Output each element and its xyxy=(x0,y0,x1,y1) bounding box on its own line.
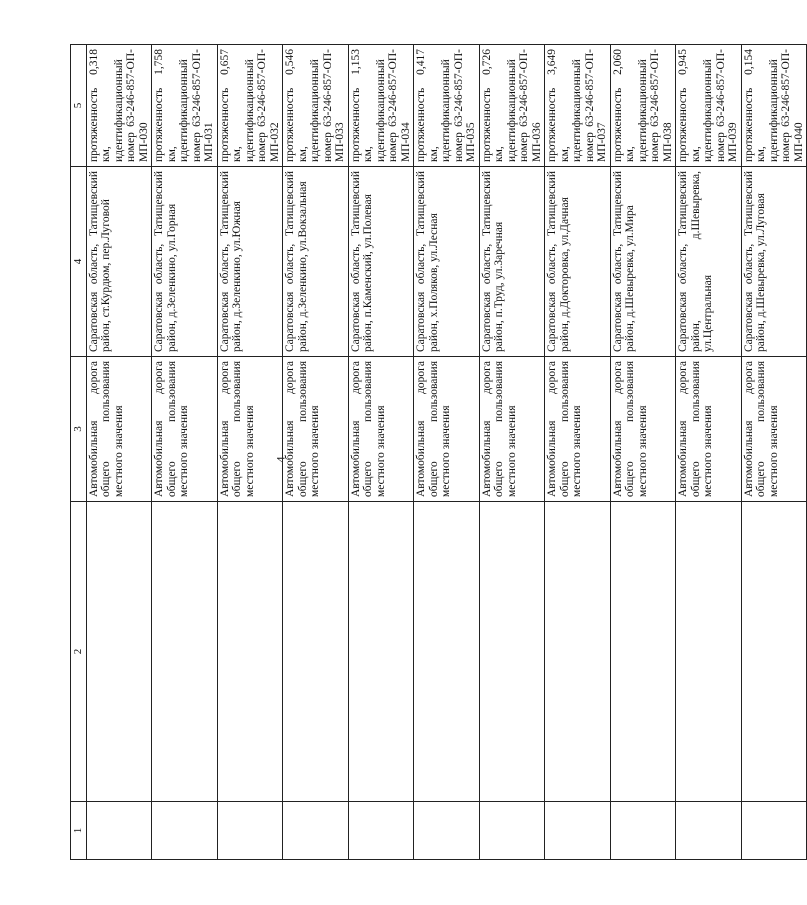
cell-road-type: Автомобильная дорога общего пользования местного значения xyxy=(741,357,807,502)
header-col-3: 3 xyxy=(71,357,87,502)
table-row xyxy=(479,45,545,860)
cell-col-2 xyxy=(86,502,152,802)
cell-location: Саратовская область, Татищевский район, д.Шевыревка, ул.Центральная xyxy=(676,167,742,357)
table-header-row xyxy=(71,45,87,860)
cell-col-2 xyxy=(610,502,676,802)
cell-location: Саратовская область, Татищевский район, д.Зеленкино, ул.Горная xyxy=(152,167,218,357)
cell-length-id: протяженность 0,726 км, идентификационный номер 63-246-857-ОП-МП-036 xyxy=(479,45,545,167)
cell-col-1 xyxy=(545,802,611,860)
table-row xyxy=(414,45,480,860)
table-row xyxy=(86,45,152,860)
cell-length-id: протяженность 2,060 км, идентификационный номер 63-246-857-ОП-МП-038 xyxy=(610,45,676,167)
roads-table xyxy=(70,44,807,860)
cell-road-type: Автомобильная дорога общего пользования местного значения xyxy=(545,357,611,502)
cell-col-1 xyxy=(414,802,480,860)
cell-col-1 xyxy=(348,802,414,860)
header-col-5: 5 xyxy=(71,45,87,167)
cell-col-1 xyxy=(479,802,545,860)
cell-col-2 xyxy=(479,502,545,802)
cell-location: Саратовская область, Татищевский район, д.Докторовка, ул.Дачная xyxy=(545,167,611,357)
cell-road-type: Автомобильная дорога общего пользования местного значения xyxy=(86,357,152,502)
cell-location: Саратовская область, Татищевский район, п.Труд, ул.Заречная xyxy=(479,167,545,357)
cell-col-2 xyxy=(152,502,218,802)
cell-location: Саратовская область, Татищевский район, д.Шевыревка, ул.Луговая xyxy=(741,167,807,357)
cell-col-1 xyxy=(86,802,152,860)
table-row xyxy=(610,45,676,860)
header-col-1: 1 xyxy=(71,802,87,860)
cell-location: Саратовская область, Татищевский район, п.Каменский, ул.Полевая xyxy=(348,167,414,357)
cell-col-2 xyxy=(741,502,807,802)
table-row xyxy=(676,45,742,860)
table-row xyxy=(283,45,349,860)
cell-location: Саратовская область, Татищевский район, д.Шевыревка, ул.Мира xyxy=(610,167,676,357)
table-row xyxy=(741,45,807,860)
cell-road-type: Автомобильная дорога общего пользования местного значения xyxy=(479,357,545,502)
header-col-2: 2 xyxy=(71,502,87,802)
cell-road-type: Автомобильная дорога общего пользования местного значения xyxy=(283,357,349,502)
cell-col-2 xyxy=(283,502,349,802)
cell-col-1 xyxy=(152,802,218,860)
cell-location: Саратовская область, Татищевский район, х.Поляков, ул.Лесная xyxy=(414,167,480,357)
cell-road-type: Автомобильная дорога общего пользования местного значения xyxy=(676,357,742,502)
header-col-4: 4 xyxy=(71,167,87,357)
cell-road-type: Автомобильная дорога общего пользования местного значения xyxy=(217,357,283,502)
cell-location: Саратовская область, Татищевский район, д.Зеленкино, ул.Южная xyxy=(217,167,283,357)
table-row xyxy=(152,45,218,860)
cell-road-type: Автомобильная дорога общего пользования местного значения xyxy=(348,357,414,502)
cell-road-type: Автомобильная дорога общего пользования местного значения xyxy=(152,357,218,502)
cell-col-2 xyxy=(217,502,283,802)
cell-col-2 xyxy=(676,502,742,802)
cell-length-id: протяженность 0,154 км, идентификационный номер 63-246-857-ОП-МП-040 xyxy=(741,45,807,167)
cell-col-1 xyxy=(676,802,742,860)
cell-length-id: протяженность 0,318 км, идентификационный номер 63-246-857-ОП-МП-030 xyxy=(86,45,152,167)
cell-length-id: протяженность 0,945 км, идентификационный номер 63-246-857-ОП-МП-039 xyxy=(676,45,742,167)
document-table-rotated xyxy=(70,45,805,860)
cell-col-2 xyxy=(545,502,611,802)
cell-length-id: протяженность 1,758 км, идентификационный номер 63-246-857-ОП-МП-031 xyxy=(152,45,218,167)
cell-length-id: протяженность 1,153 км, идентификационный номер 63-246-857-ОП-МП-034 xyxy=(348,45,414,167)
table-row xyxy=(217,45,283,860)
cell-col-1 xyxy=(610,802,676,860)
cell-length-id: протяженность 0,417 км, идентификационный номер 63-246-857-ОП-МП-035 xyxy=(414,45,480,167)
cell-col-1 xyxy=(217,802,283,860)
cell-road-type: Автомобильная дорога общего пользования местного значения xyxy=(414,357,480,502)
cell-col-2 xyxy=(348,502,414,802)
cell-length-id: протяженность 0,657 км, идентификационный номер 63-246-857-ОП-МП-032 xyxy=(217,45,283,167)
page-number: 4 xyxy=(273,456,288,463)
table-row xyxy=(348,45,414,860)
cell-length-id: протяженность 0,546 км, идентификационный номер 63-246-857-ОП-МП-033 xyxy=(283,45,349,167)
cell-length-id: протяженность 3,649 км, идентификационный номер 63-246-857-ОП-МП-037 xyxy=(545,45,611,167)
cell-col-1 xyxy=(283,802,349,860)
cell-road-type: Автомобильная дорога общего пользования местного значения xyxy=(610,357,676,502)
cell-location: Саратовская область, Татищевский район, д.Зеленкино, ул.Вокзальная xyxy=(283,167,349,357)
cell-location: Саратовская область, Татищевский район, ст.Курдюм, пер.Луговой xyxy=(86,167,152,357)
table-row xyxy=(545,45,611,860)
cell-col-1 xyxy=(741,802,807,860)
cell-col-2 xyxy=(414,502,480,802)
